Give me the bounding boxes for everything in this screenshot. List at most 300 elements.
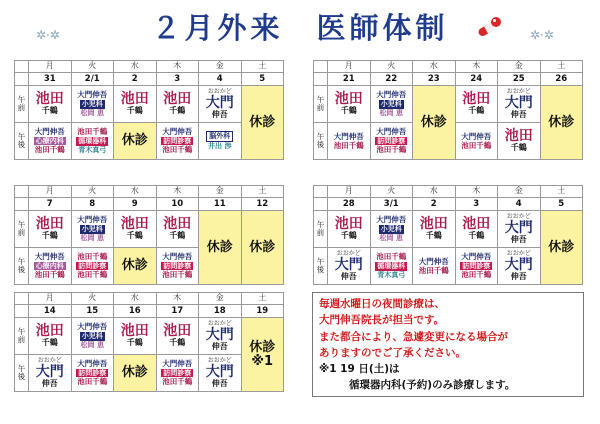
doctor-given-name: 千鶴 <box>340 106 357 116</box>
week-calendar <box>313 60 583 160</box>
date-header: 19 <box>241 305 284 318</box>
department-badge: 訪問診察 <box>78 368 107 377</box>
department-badge: 小児科 <box>81 224 103 233</box>
am-label: 午 前 <box>15 318 29 355</box>
doctor-sub-name: 井出 渉 <box>208 142 232 151</box>
week-calendar <box>14 60 284 160</box>
corner-cell <box>15 73 29 86</box>
cell-content <box>328 217 370 240</box>
doctor-given-name: 千鶴 <box>126 106 143 116</box>
cell-content <box>371 128 413 155</box>
cell-content <box>498 89 540 119</box>
doctor-name: 池田 <box>462 91 491 108</box>
week-calendar <box>313 185 583 285</box>
doctor-name: 池田千鶴 <box>77 251 108 261</box>
doctor-name: 大門伸吾 <box>376 126 407 136</box>
date-header: 14 <box>29 305 72 318</box>
schedule-cell <box>156 211 199 248</box>
date-header: 10 <box>156 198 199 211</box>
weekday-header: 土 <box>540 61 583 73</box>
am-label: 午 前 <box>314 86 328 123</box>
schedule-cell <box>156 248 199 285</box>
weekday-header: 月 <box>328 61 371 73</box>
cell-content <box>72 360 114 387</box>
weekday-header: 木 <box>156 61 199 73</box>
department-badge: 訪問診察 <box>163 368 192 377</box>
doctor-name: 池田 <box>35 216 64 233</box>
doctor-ruby: おおかど <box>207 87 232 95</box>
closed-note: ※1 <box>251 353 274 369</box>
schedule-cell <box>455 248 498 285</box>
doctor-given-name: 千鶴 <box>510 143 527 153</box>
doctor-given-name: 千鶴 <box>425 231 442 241</box>
weekday-header: 土 <box>241 293 284 305</box>
doctor-name: 池田千鶴 <box>77 127 108 137</box>
doctor-ruby: おおかど <box>207 356 232 364</box>
closed-cell: 休診 <box>114 123 157 160</box>
date-header: 21 <box>328 73 371 86</box>
department-badge: 心療内科 <box>35 136 64 145</box>
notice-line: 大門伸吾院長が担当です。 <box>319 314 445 327</box>
doctor-name: 大門伸吾 <box>77 215 108 225</box>
schedule-cell <box>71 86 114 123</box>
doctor-sub-name: 池田千鶴 <box>162 270 193 280</box>
doctor-given-name: 千鶴 <box>41 231 58 241</box>
doctor-name: 池田 <box>462 216 491 233</box>
doctor-name: 池田 <box>419 216 448 233</box>
doctor-sub-name: 池田千鶴 <box>461 270 492 280</box>
notice-line: ※1 19 日(土)は <box>319 363 400 376</box>
cell-content <box>328 251 370 281</box>
doctor-ruby: おおかど <box>37 356 62 364</box>
corner-cell <box>15 293 29 305</box>
date-header: 2 <box>114 73 157 86</box>
weekday-header: 水 <box>114 61 157 73</box>
closed-cell: 休診 <box>114 355 157 392</box>
schedule-cell <box>29 86 72 123</box>
schedule-cell <box>328 248 371 285</box>
date-header: 2 <box>413 198 456 211</box>
date-header: 23 <box>413 73 456 86</box>
date-header: 2/1 <box>71 73 114 86</box>
doctor-given-name: 千鶴 <box>340 231 357 241</box>
schedule-cell <box>455 86 498 123</box>
schedule-cell <box>328 86 371 123</box>
doctor-name: 池田 <box>334 91 363 108</box>
doctor-given-name: 伸吾 <box>41 378 58 388</box>
date-header: 24 <box>455 73 498 86</box>
closed-label: 休診 <box>249 339 276 355</box>
doctor-name: 大門伸吾 <box>162 358 193 368</box>
cell-content <box>199 321 241 351</box>
notice-line: 循環器内科(予約)のみ診療します。 <box>349 379 516 392</box>
schedule-cell <box>156 86 199 123</box>
cell-content <box>371 216 413 242</box>
weekday-header: 金 <box>498 61 541 73</box>
cell-content <box>29 324 71 347</box>
doctor-name: 池田 <box>120 216 149 233</box>
doctor-name: 大門伸吾 <box>461 131 492 141</box>
snowflake-icon: ✲·✲ <box>36 28 60 42</box>
schedule-cell <box>71 211 114 248</box>
weekday-header: 火 <box>370 186 413 198</box>
page-title: ２月外来 医師体制 <box>151 11 449 45</box>
schedule-cell <box>455 123 498 160</box>
date-header: 9 <box>114 198 157 211</box>
cell-content <box>328 92 370 115</box>
doctor-given-name: 伸吾 <box>510 109 527 119</box>
doctor-name: 大門伸吾 <box>418 256 449 266</box>
doctor-sub-name: 池田千鶴 <box>461 140 492 150</box>
date-header: 31 <box>29 73 72 86</box>
corner-cell <box>15 198 29 211</box>
pm-label: 午 後 <box>314 248 328 285</box>
doctor-ruby: おおかど <box>336 249 361 257</box>
date-header: 25 <box>498 73 541 86</box>
doctor-given-name: 千鶴 <box>169 338 186 348</box>
doctor-name: 大門 <box>205 326 234 343</box>
pill-icon <box>476 16 502 38</box>
schedule-cell <box>114 211 157 248</box>
doctor-name: 池田千鶴 <box>376 252 407 262</box>
snowflake-icon: ✲·✲ <box>530 28 554 42</box>
doctor-sub-name: 青木真弓 <box>78 145 107 154</box>
doctor-given-name: 千鶴 <box>468 231 485 241</box>
closed-cell: 休診 <box>540 211 583 285</box>
corner-cell <box>314 73 328 86</box>
cell-content <box>456 253 498 280</box>
date-header: 17 <box>156 305 199 318</box>
schedule-cell <box>71 318 114 355</box>
pm-label: 午 後 <box>15 355 29 392</box>
doctor-name: 池田 <box>334 216 363 233</box>
week-calendar <box>14 185 284 285</box>
doctor-name: 大門伸吾 <box>77 358 108 368</box>
doctor-name: 大門伸吾 <box>77 322 108 332</box>
doctor-name: 大門伸吾 <box>333 131 364 141</box>
schedule-cell <box>71 248 114 285</box>
doctor-name: 大門 <box>504 256 533 273</box>
cell-content <box>114 324 156 347</box>
weekday-header: 木 <box>455 61 498 73</box>
doctor-name: 大門伸吾 <box>34 126 65 136</box>
closed-cell: 休診 <box>199 211 242 285</box>
cell-content <box>456 217 498 240</box>
weekday-header: 水 <box>413 61 456 73</box>
closed-cell: 休診 <box>114 248 157 285</box>
doctor-name: 大門伸吾 <box>162 251 193 261</box>
schedule-cell <box>413 248 456 285</box>
cell-content <box>371 91 413 117</box>
closed-cell: 休診 <box>241 86 284 160</box>
schedule-cell <box>29 248 72 285</box>
cell-content <box>498 129 540 152</box>
cell-content <box>29 92 71 115</box>
weekday-header: 火 <box>370 61 413 73</box>
weekday-header: 水 <box>413 186 456 198</box>
doctor-sub-name: 池田千鶴 <box>376 145 407 155</box>
date-header: 16 <box>114 305 157 318</box>
cell-content <box>29 358 71 388</box>
schedule-cell <box>455 211 498 248</box>
corner-cell <box>314 61 328 73</box>
cell-content <box>29 217 71 240</box>
schedule-cell <box>498 86 541 123</box>
doctor-sub-name: 池田千鶴 <box>34 145 65 155</box>
doctor-sub-name: 池田千鶴 <box>162 377 193 387</box>
doctor-given-name: 伸吾 <box>211 109 228 119</box>
department-badge: 脳外科 <box>206 131 233 142</box>
doctor-name: 池田 <box>163 323 192 340</box>
weekday-header: 水 <box>114 186 157 198</box>
corner-cell <box>15 186 29 198</box>
cell-content <box>199 131 241 150</box>
doctor-name: 大門伸吾 <box>461 251 492 261</box>
doctor-given-name: 千鶴 <box>126 231 143 241</box>
cell-content <box>72 91 114 117</box>
doctor-name: 池田 <box>35 91 64 108</box>
department-badge: 小児科 <box>81 331 103 340</box>
date-header: 18 <box>199 305 242 318</box>
date-header: 3 <box>156 73 199 86</box>
department-badge: 訪問診察 <box>462 261 491 270</box>
weekday-header: 月 <box>29 186 72 198</box>
cell-content <box>413 217 455 240</box>
date-header: 28 <box>328 198 371 211</box>
doctor-sub-name: 池田千鶴 <box>333 140 364 150</box>
weekday-header: 金 <box>199 186 242 198</box>
schedule-cell <box>498 123 541 160</box>
doctor-name: 大門 <box>205 363 234 380</box>
doctor-sub-name: 松岡 恵 <box>80 233 104 242</box>
weekday-header: 月 <box>29 61 72 73</box>
weekday-header: 火 <box>71 293 114 305</box>
cell-content <box>498 251 540 281</box>
weekday-header: 木 <box>156 293 199 305</box>
doctor-given-name: 伸吾 <box>211 341 228 351</box>
weekday-header: 木 <box>455 186 498 198</box>
weekday-header: 土 <box>540 186 583 198</box>
doctor-given-name: 千鶴 <box>41 338 58 348</box>
notice-box <box>312 292 584 397</box>
notice-line: 毎週水曜日の夜間診療は、 <box>319 298 445 310</box>
schedule-cell <box>370 123 413 160</box>
corner-cell <box>15 61 29 73</box>
doctor-name: 池田 <box>163 216 192 233</box>
doctor-sub-name: 池田千鶴 <box>77 377 108 387</box>
weekday-header: 金 <box>199 293 242 305</box>
doctor-sub-name: 池田千鶴 <box>418 265 449 275</box>
doctor-sub-name: 松岡 恵 <box>379 233 403 242</box>
doctor-sub-name: 池田千鶴 <box>77 270 108 280</box>
doctor-ruby: おおかど <box>506 87 531 95</box>
cell-content <box>456 133 498 150</box>
doctor-sub-name: 松岡 恵 <box>379 108 403 117</box>
date-header: 15 <box>71 305 114 318</box>
cell-content <box>157 360 199 387</box>
schedule-cell <box>156 123 199 160</box>
cell-content <box>157 217 199 240</box>
department-badge: 小児科 <box>380 99 402 108</box>
schedule-cell <box>156 355 199 392</box>
cell-content <box>157 324 199 347</box>
doctor-name: 大門 <box>35 363 64 380</box>
cell-content <box>199 89 241 119</box>
cell-content <box>72 323 114 349</box>
cell-content <box>114 92 156 115</box>
weekday-header: 水 <box>114 293 157 305</box>
doctor-sub-name: 池田千鶴 <box>34 270 65 280</box>
weekday-header: 月 <box>29 293 72 305</box>
cell-content <box>157 92 199 115</box>
schedule-cell <box>498 211 541 248</box>
schedule-cell <box>199 123 242 160</box>
doctor-ruby: おおかど <box>506 212 531 220</box>
weekday-header: 金 <box>199 61 242 73</box>
weekday-header: 月 <box>328 186 371 198</box>
schedule-cell <box>199 86 242 123</box>
cell-content <box>72 216 114 242</box>
department-badge: 訪問診察 <box>163 136 192 145</box>
closed-cell: 休診 <box>413 86 456 160</box>
schedule-cell <box>413 211 456 248</box>
weekday-header: 土 <box>241 61 284 73</box>
doctor-name: 大門伸吾 <box>162 126 193 136</box>
notice-line: ありますのでご了承ください。 <box>319 346 466 359</box>
doctor-name: 池田 <box>35 323 64 340</box>
doctor-name: 大門伸吾 <box>77 90 108 100</box>
doctor-ruby: おおかど <box>207 319 232 327</box>
cell-content <box>456 92 498 115</box>
date-header: 4 <box>199 73 242 86</box>
doctor-given-name: 伸吾 <box>510 234 527 244</box>
schedule-cell <box>199 318 242 355</box>
cell-content <box>72 253 114 280</box>
cell-content <box>157 253 199 280</box>
date-header: 5 <box>241 73 284 86</box>
am-label: 午 前 <box>314 211 328 248</box>
department-badge: 小児科 <box>380 224 402 233</box>
doctor-name: 大門伸吾 <box>34 251 65 261</box>
am-label: 午 前 <box>15 211 29 248</box>
schedule-cell <box>199 355 242 392</box>
cell-content <box>157 128 199 155</box>
doctor-given-name: 伸吾 <box>510 271 527 281</box>
doctor-given-name: 千鶴 <box>468 106 485 116</box>
doctor-name: 大門 <box>504 94 533 111</box>
doctor-ruby: おおかど <box>506 249 531 257</box>
weekday-header: 金 <box>498 186 541 198</box>
doctor-name: 大門 <box>205 94 234 111</box>
doctor-given-name: 伸吾 <box>211 378 228 388</box>
date-header: 3/1 <box>370 198 413 211</box>
schedule-cell <box>29 355 72 392</box>
department-badge: 心療内科 <box>35 261 64 270</box>
date-header: 26 <box>540 73 583 86</box>
date-header: 5 <box>540 198 583 211</box>
weekday-header: 火 <box>71 61 114 73</box>
doctor-sub-name: 松岡 恵 <box>80 340 104 349</box>
cell-content <box>413 258 455 275</box>
doctor-name: 大門 <box>504 219 533 236</box>
doctor-name: 池田 <box>504 128 533 145</box>
date-header: 8 <box>71 198 114 211</box>
cell-content <box>29 128 71 155</box>
doctor-given-name: 千鶴 <box>41 106 58 116</box>
date-header: 12 <box>241 198 284 211</box>
doctor-name: 池田 <box>163 91 192 108</box>
department-badge: 循環器科 <box>377 261 406 270</box>
department-badge: 訪問診察 <box>163 261 192 270</box>
doctor-given-name: 千鶴 <box>169 106 186 116</box>
schedule-cell <box>71 355 114 392</box>
corner-cell <box>314 186 328 198</box>
weekday-header: 土 <box>241 186 284 198</box>
corner-cell <box>314 198 328 211</box>
department-badge: 小児科 <box>81 99 103 108</box>
am-label: 午 前 <box>15 86 29 123</box>
weekday-header: 木 <box>156 186 199 198</box>
pm-label: 午 後 <box>15 248 29 285</box>
cell-content <box>29 253 71 280</box>
closed-cell: 休診 <box>241 211 284 285</box>
department-badge: 訪問診察 <box>377 136 406 145</box>
doctor-name: 池田 <box>120 91 149 108</box>
schedule-cell <box>370 86 413 123</box>
doctor-name: 大門伸吾 <box>376 90 407 100</box>
doctor-given-name: 千鶴 <box>126 338 143 348</box>
department-badge: 訪問診察 <box>78 261 107 270</box>
schedule-cell <box>328 211 371 248</box>
schedule-cell <box>498 248 541 285</box>
schedule-cell <box>114 318 157 355</box>
closed-cell <box>241 318 284 392</box>
weekday-header: 火 <box>71 186 114 198</box>
schedule-cell <box>156 318 199 355</box>
date-header: 3 <box>455 198 498 211</box>
department-badge: 循環器科 <box>78 136 107 145</box>
notice-line: また都合により、急遽変更になる場合が <box>319 330 508 343</box>
pm-label: 午 後 <box>314 123 328 160</box>
schedule-cell <box>29 318 72 355</box>
doctor-name: 池田 <box>120 323 149 340</box>
date-header: 11 <box>199 198 242 211</box>
cell-content <box>328 133 370 150</box>
pm-label: 午 後 <box>15 123 29 160</box>
doctor-sub-name: 池田千鶴 <box>162 145 193 155</box>
cell-content <box>199 358 241 388</box>
date-header: 22 <box>370 73 413 86</box>
schedule-cell <box>114 86 157 123</box>
cell-content <box>114 217 156 240</box>
week-calendar <box>14 292 284 392</box>
doctor-name: 大門 <box>334 256 363 273</box>
cell-content <box>72 128 114 154</box>
doctor-sub-name: 松岡 恵 <box>80 108 104 117</box>
date-header: 4 <box>498 198 541 211</box>
schedule-cell <box>328 123 371 160</box>
schedule-cell <box>370 211 413 248</box>
doctor-given-name: 千鶴 <box>169 231 186 241</box>
corner-cell <box>15 305 29 318</box>
cell-content <box>498 214 540 244</box>
schedule-cell <box>370 248 413 285</box>
closed-cell: 休診 <box>540 86 583 160</box>
schedule-cell <box>29 123 72 160</box>
doctor-sub-name: 青木真弓 <box>377 270 406 279</box>
cell-content <box>371 253 413 279</box>
doctor-name: 大門伸吾 <box>376 215 407 225</box>
